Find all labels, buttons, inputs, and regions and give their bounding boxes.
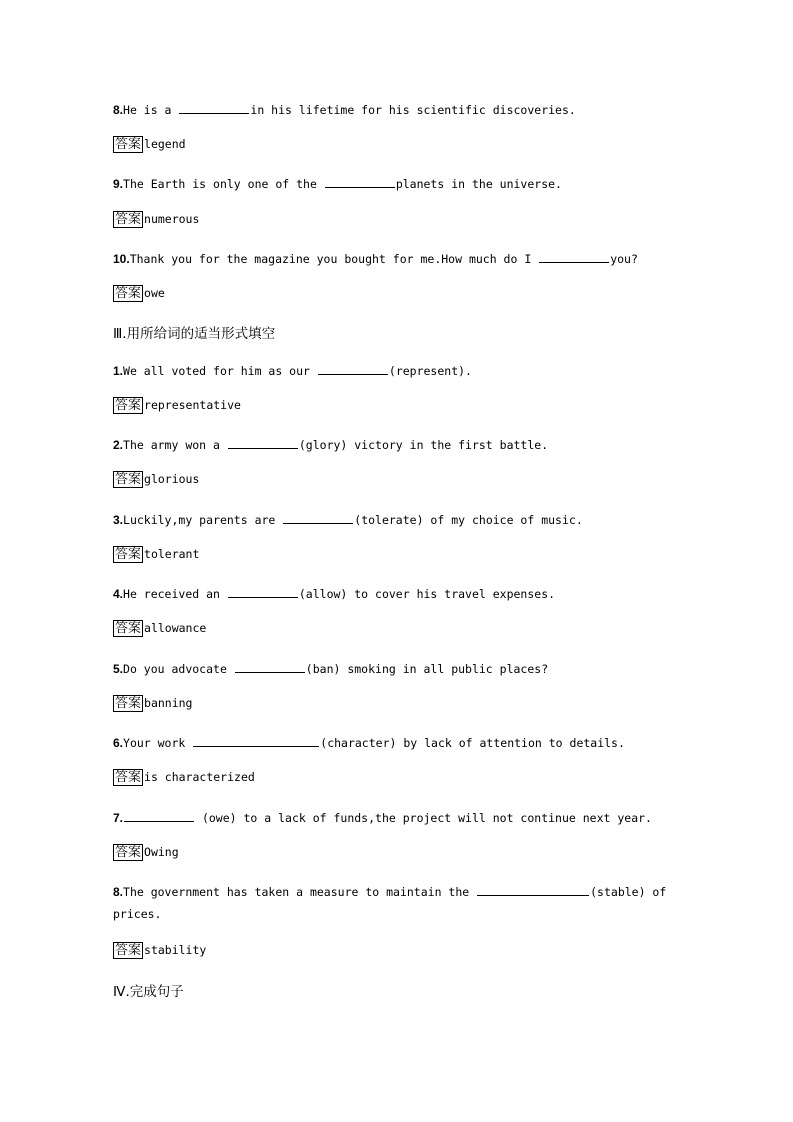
question-text: Thank you for the magazine you bought for me.How much do I [129, 252, 539, 266]
question-number: 9. [113, 177, 124, 191]
question-text: The army won a [123, 438, 227, 452]
answer-text: is characterized [144, 770, 255, 784]
answer-blank [228, 436, 298, 449]
answer-row [113, 471, 199, 488]
question-text: Your work [123, 736, 193, 750]
answer-blank [283, 511, 353, 524]
question-text: (glory) victory in the first battle. [298, 438, 549, 452]
question-number: 8. [113, 885, 124, 899]
answer-row [113, 211, 199, 228]
question-3 [113, 511, 583, 527]
answer-text: owe [144, 286, 165, 300]
answer-row [113, 769, 255, 786]
answer-row [113, 942, 206, 959]
question-text: Luckily,my parents are [123, 513, 283, 527]
answer-blank [318, 362, 388, 375]
question-number: 3. [113, 513, 124, 527]
question-text: (allow) to cover his travel expenses. [298, 587, 556, 601]
question-number: 10. [113, 252, 130, 266]
answer-row [113, 620, 206, 637]
answer-label: 答案 [115, 845, 142, 860]
answer-label: 答案 [115, 943, 142, 958]
question-text: He is a [123, 103, 179, 117]
answer-row [113, 136, 186, 153]
question-6 [113, 734, 625, 750]
answer-text: glorious [144, 472, 200, 486]
answer-label: 答案 [115, 137, 142, 152]
question-text: The government has taken a measure to maintain the [123, 885, 477, 899]
answer-blank [235, 660, 305, 673]
answer-row [113, 546, 199, 563]
question-number: 4. [113, 587, 124, 601]
question-number: 5. [113, 662, 124, 676]
question-2 [113, 436, 548, 452]
section-title: Ⅳ.完成句子 [113, 984, 184, 1000]
answer-row [113, 844, 179, 861]
question-text: you? [610, 252, 638, 266]
answer-text: banning [144, 696, 193, 710]
question-text: in his lifetime for his scientific discoveries. [250, 103, 576, 117]
answer-label: 答案 [115, 547, 142, 562]
question-text: Do you advocate [123, 662, 234, 676]
answer-blank [539, 250, 609, 263]
answer-blank [228, 585, 298, 598]
answer-label: 答案 [115, 286, 142, 301]
question-number: 1. [113, 364, 124, 378]
question-10 [113, 250, 638, 266]
section-title: Ⅲ.用所给词的适当形式填空 [113, 326, 276, 342]
answer-text: representative [144, 398, 241, 412]
answer-text: allowance [144, 621, 207, 635]
question-number: 8. [113, 103, 124, 117]
answer-label: 答案 [115, 770, 142, 785]
question-text: (owe) to a lack of funds,the project will not continue next year. [195, 811, 652, 825]
question-4 [113, 585, 555, 601]
answer-blank [325, 175, 395, 188]
question-number: 6. [113, 736, 124, 750]
question-text: (tolerate) of my choice of music. [354, 513, 583, 527]
answer-label: 答案 [115, 212, 142, 227]
question-1 [113, 362, 472, 378]
question-7 [113, 809, 652, 825]
question-number: 7. [113, 811, 124, 825]
answer-blank [477, 883, 589, 896]
answer-label: 答案 [115, 621, 142, 636]
answer-text: stability [144, 943, 207, 957]
question-text: (ban) smoking in all public places? [305, 662, 549, 676]
question-text: The Earth is only one of the [123, 177, 324, 191]
question-9 [113, 175, 562, 191]
answer-text: numerous [144, 212, 200, 226]
question-text: He received an [123, 587, 227, 601]
answer-blank [124, 809, 194, 822]
answer-row [113, 397, 241, 414]
question-text: We all voted for him as our [123, 364, 317, 378]
answer-row [113, 695, 192, 712]
question-text: (represent). [388, 364, 472, 378]
answer-text: legend [144, 137, 186, 151]
answer-blank [193, 734, 319, 747]
question-8 [113, 101, 576, 117]
question-text: (stable) of [590, 885, 667, 899]
answer-label: 答案 [115, 398, 142, 413]
answer-label: 答案 [115, 696, 142, 711]
question-text: (character) by lack of attention to details. [320, 736, 625, 750]
answer-text: tolerant [144, 547, 200, 561]
question-8-continuation: prices. [113, 907, 162, 921]
question-5 [113, 660, 548, 676]
answer-row [113, 285, 165, 302]
question-number: 2. [113, 438, 124, 452]
answer-blank [179, 101, 249, 114]
answer-label: 答案 [115, 472, 142, 487]
question-8 [113, 883, 666, 899]
answer-text: Owing [144, 845, 179, 859]
question-text: planets in the universe. [395, 177, 562, 191]
